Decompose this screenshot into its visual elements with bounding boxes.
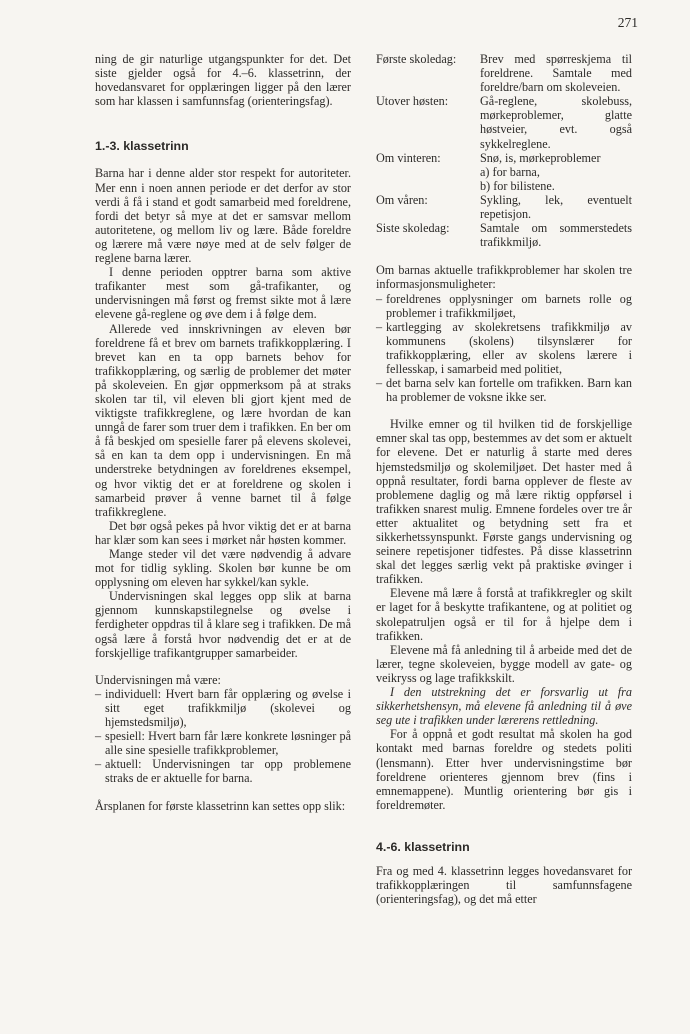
paragraph: For å oppnå et godt resultat må skolen ha god kontakt med barnas foreldre og stedets politi (lensmann). Etter hver undervisningstime bør foreldrene orienteres gjennom brev (fins i emnemappene). Muntlig orientering bør gis i foreldremøter. <box>376 727 632 812</box>
schedule-label: Om våren: <box>376 192 428 207</box>
paragraph: Undervisningen skal legges opp slik at barna gjennom kunnskapstilegnelse og øvelse i ferdigheter oppdras til å klare seg i trafikken. De må også lære å forstå hvor nødvendig det er at de forskjellige trafikantgrupper samarbeider. <box>95 589 351 660</box>
list-item: – individuell: Hvert barn får opplæring og øvelse i sitt eget trafikkmiljø (skolevei og hjemstedsmiljø), <box>95 687 351 729</box>
list-item: – spesiell: Hvert barn får lære konkrete løsninger på alle sine spesielle trafikkproblemer, <box>95 729 351 757</box>
schedule-label: Siste skoledag: <box>376 221 450 236</box>
schedule-label: Første skoledag: <box>376 52 457 66</box>
list-intro: Undervisningen må være: <box>95 672 221 687</box>
paragraph: Barna har i denne alder stor respekt for autoriteter. Mer enn i noen annen periode er det derfor av stor verdi å få i stand et godt samarbeid med foreldrene, fordi det betyr så mye at det er samsvar mellom autoritetene, og mellom liv og lære. Både foreldre og lærere må være nøye med at de selv følger de reglene barna lærer. <box>95 166 351 266</box>
paragraph: I denne perioden opptrer barna som aktive trafikanter mest som gå-trafikanter, og undervisningen må først og fremst sikte mot å lære elevene gå-reglene og øve dem i å følge dem. <box>95 265 351 322</box>
paragraph: Elevene må lære å forstå at trafikkregler og skilt er laget for å beskytte trafikantene, og at politiet og skolepatruljen også er til for å hjelpe dem i trafikken. <box>376 586 632 643</box>
list-item: – det barna selv kan fortelle om trafikken. Barn kan ha problemer de voksne ikke ser. <box>376 376 632 404</box>
schedule-desc: Samtale om sommerstedets trafikkmiljø. <box>480 221 632 250</box>
intro-paragraph: ning de gir naturlige utgangspunkter for det. Det siste gjelder også for 4.–6. klassetrinn, der hovedansvaret for opplæringen ligger på den lærer som har klassen i samfunnsfag (orienteringsfag). <box>95 52 351 109</box>
schedule-desc: Sykling, lek, eventuelt repetisjon. <box>480 192 632 222</box>
paragraph: Det bør også pekes på hvor viktig det er at barna har klær som kan sees i mørket når høsten kommer. <box>95 518 351 547</box>
paragraph: Årsplanen for første klassetrinn kan settes opp slik: <box>95 798 346 813</box>
paragraph: Elevene må få anledning til å arbeide med det de lærer, tegne skoleveien, bygge modell av gate- og veikryss og lage trafikkskilt. <box>376 642 632 685</box>
schedule-row <box>376 94 632 150</box>
schedule-row <box>376 221 632 249</box>
schedule-row <box>376 193 632 221</box>
paragraph: Mange steder vil det være nødvendig å advare mot for tidlig sykling. Skolen bør kunne be om opplysning om eleven har sykkel/kan sykle. <box>95 547 351 590</box>
list-item: – aktuell: Undervisningen tar opp problemene straks de er aktuelle for barna. <box>95 757 351 785</box>
info-intro: Om barnas aktuelle trafikkproblemer har skolen tre informasjonsmuligheter: <box>376 263 632 292</box>
schedule-row <box>376 52 632 94</box>
list-item: – foreldrenes opplysninger om barnets rolle og problemer i trafikkmiljøet, <box>376 292 632 320</box>
schedule-desc: Snø, is, mørkeproblemer a) for barna, b) for bilistene. <box>480 150 601 193</box>
paragraph: Allerede ved innskrivningen av eleven bør foreldrene få et brev om barnets trafikkopplæring. I brevet kan en ta opp barnets behov for trafikkopplæring, og særlig de problemer det møter på skoleveien. En gjør oppmerksom på at straks skolen tar til, vil eleven bli gjort kjent med de viktigste trafikkreglene, og lære hvordan de kan unngå de farer som truer dem i trafikken. En ber om å få beskjed om spesielle farer på elevens skolevei, så en kan ta dem opp i undervisningen. En må understreke betydningen av foreldrenes eksempel, og hvor viktig det er at foreldrene og skolen i samarbeid prøver å venne barnet til å følge trafikkreglene. <box>95 321 351 519</box>
list-item: – kartlegging av skolekretsens trafikkmiljø av kommunens (skolens) tilsynslærer for trafikkopplæring, eller av skolens lærere i fellesskap, i samarbeid med politiet, <box>376 320 632 376</box>
schedule-desc: Gå-reglene, skolebuss, mørkeproblemer, glatte høstveier, evt. også sykkelreglene. <box>480 94 632 151</box>
schedule-label: Om vinteren: <box>376 150 441 165</box>
schedule-row <box>376 151 632 193</box>
requirements-list <box>95 687 351 786</box>
italic-paragraph: I den utstrekning det er forsvarlig ut fra sikkerhetshensyn, må elevene få anledning til å øve seg ute i trafikken under lærerens rettledning. <box>376 685 632 728</box>
paragraph: Fra og med 4. klassetrinn legges hovedansvaret for trafikkopplæringen til samfunnsfagene (orienteringsfag), og det må etter <box>376 863 632 907</box>
right-column <box>376 52 632 906</box>
paragraph: Hvilke emner og til hvilken tid de forskjellige emner skal tas opp, bestemmes av det som er aktuelt for elevene. Det er naturlig å starte med deres hjemstedsmiljø og skolemiljøet. Det haster med å oppnå resultater, fordi barna opplever de fleste av problemene daglig og må lære riktig oppførsel i trafikken snarest mulig. Emnene fordeles over tre år etter aktualitet og betydning sett fra et sikkerhetssynspunkt. Første gangs undervisning og seinere repetisjoner tidfestes. På disse klassetrinn skal det legges særlig vekt på praktiske øvinger i trafikken. <box>376 417 632 587</box>
page-number: 271 <box>617 15 638 30</box>
schedule-desc: Brev med spørreskjema til foreldrene. Samtale med foreldre/barn om skoleveien. <box>480 52 632 95</box>
left-column <box>95 52 351 813</box>
schedule-label: Utover høsten: <box>376 94 449 109</box>
year-plan-schedule <box>376 52 632 249</box>
section-heading-4-6: 4.-6. klassetrinn <box>376 839 470 854</box>
section-heading-1-3: 1.-3. klassetrinn <box>95 139 189 154</box>
info-list <box>376 292 632 405</box>
